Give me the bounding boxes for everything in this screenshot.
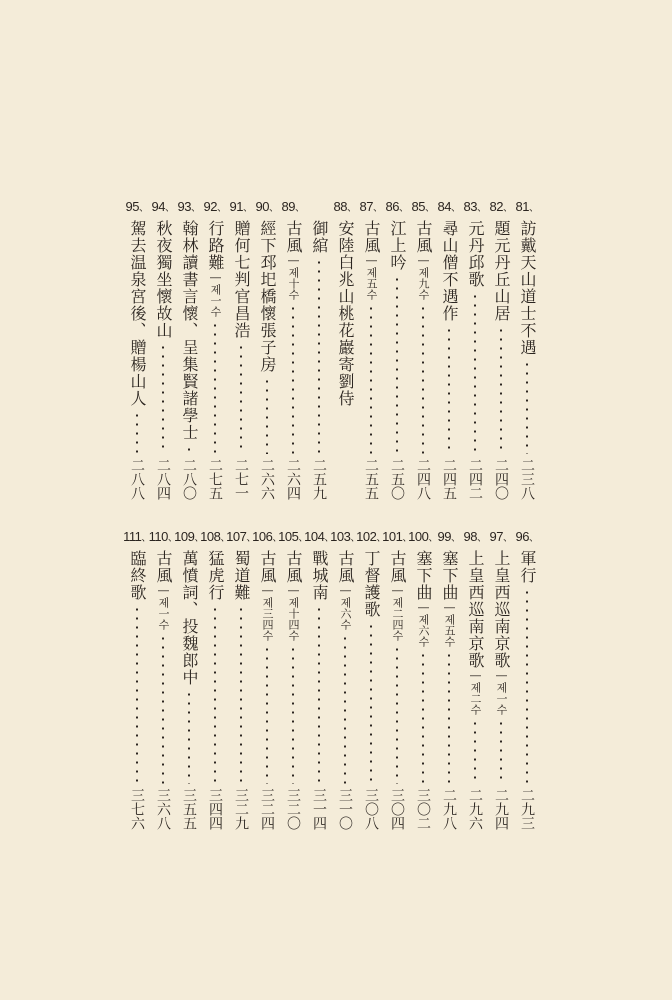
entry-number: 109 、 <box>174 530 204 544</box>
leader-dots <box>136 605 138 784</box>
entry-title: 上皇西巡南京歌 <box>466 550 485 669</box>
entry-subtitle: ―제二四수 <box>391 584 404 641</box>
entry-number: 97 、 <box>490 530 513 544</box>
entry-page-number: 三二〇 <box>285 788 301 830</box>
leader-dots <box>240 343 242 454</box>
entry-title: 元丹邱歌 <box>466 220 485 288</box>
entry-page-number: 二八〇 <box>181 458 197 500</box>
entry-title: 上皇西巡南京歌 <box>492 550 511 669</box>
entry-number: 85 、 <box>412 200 435 214</box>
entry-title: 題元丹丘山居 <box>492 220 511 322</box>
entry-page-number: 二五五 <box>363 458 379 500</box>
toc-block-bottom <box>0 530 672 830</box>
entry-number: 107 、 <box>226 530 256 544</box>
leader-dots <box>370 622 372 784</box>
entry-number: 106 、 <box>252 530 282 544</box>
leader-dots <box>500 326 502 454</box>
leader-dots <box>162 343 164 454</box>
entry-title: 古風 <box>154 550 173 584</box>
leader-dots <box>266 645 268 784</box>
toc-entry <box>359 200 383 500</box>
toc-entry <box>125 200 149 500</box>
toc-entry <box>408 529 435 830</box>
entry-title: 經下邳圯橋懷張子房 <box>258 220 277 373</box>
toc-entry <box>356 529 383 830</box>
entry-subtitle: ―제六수 <box>339 584 352 630</box>
toc-entry <box>515 200 539 500</box>
entry-title: 塞下曲 <box>414 550 433 601</box>
entry-page-number: 二四〇 <box>493 458 509 500</box>
leader-dots <box>214 605 216 784</box>
entry-number: 95 、 <box>126 200 149 214</box>
entry-number: 82 、 <box>490 200 513 214</box>
toc-entry <box>151 200 175 500</box>
toc-entry <box>304 529 331 830</box>
entry-page-number: 三四四 <box>207 788 223 830</box>
entry-page-number: 二九四 <box>493 788 509 830</box>
entry-page-number: 二四二 <box>467 458 483 500</box>
entry-subtitle: ―제二수 <box>469 669 482 715</box>
entry-title: 丁督護歌 <box>362 550 381 618</box>
entry-number: 90 、 <box>256 200 279 214</box>
entry-number: 86 、 <box>386 200 409 214</box>
entry-title: 翰林讀書言懷、呈集賢諸學士 <box>180 220 199 441</box>
entry-subtitle: ―제十수 <box>287 254 300 300</box>
entry-title: 猛虎行 <box>206 550 225 601</box>
entry-title: 古風 <box>388 550 407 584</box>
entry-number: 87 、 <box>360 200 383 214</box>
toc-entry <box>437 200 461 500</box>
toc-entry <box>385 200 409 500</box>
entry-title: 秋夜獨坐懷故山 <box>154 220 173 339</box>
entry-subtitle: ―제三四수 <box>261 584 274 641</box>
leader-dots <box>474 719 476 784</box>
entry-title: 贈何七判官昌浩 <box>232 220 251 339</box>
entry-title: 駕去温泉宮後、贈楊山人 <box>128 220 147 407</box>
entry-number: 83 、 <box>464 200 487 214</box>
entry-page-number: 三〇八 <box>363 788 379 830</box>
leader-dots <box>396 275 398 454</box>
leader-dots <box>448 326 450 454</box>
toc-entry <box>200 529 227 830</box>
toc-entry <box>174 529 201 830</box>
toc-entry <box>255 200 279 500</box>
entry-number: 91 、 <box>230 200 253 214</box>
entry-page-number: 三〇四 <box>389 788 405 830</box>
entry-subtitle: ―제六수 <box>417 601 430 647</box>
entry-number: 101 、 <box>382 530 412 544</box>
entry-title: 古風 <box>414 220 433 254</box>
leader-dots <box>318 605 320 784</box>
leader-dots <box>448 651 450 784</box>
toc-entry <box>489 530 513 830</box>
entry-subtitle: ―제五수 <box>365 254 378 300</box>
toc-entry <box>463 530 487 830</box>
entry-number: 104 、 <box>304 530 334 544</box>
leader-dots <box>214 321 216 454</box>
entry-page-number: 二四八 <box>415 458 431 500</box>
entry-title: 安陸白兆山桃花巖寄劉侍 <box>336 220 355 407</box>
entry-subtitle: ―제九수 <box>417 254 430 300</box>
leader-dots <box>266 377 268 454</box>
entry-page-number: 二六六 <box>259 458 275 500</box>
entry-number: 110 、 <box>149 530 178 544</box>
toc-entry <box>411 200 435 500</box>
entry-page-number: 二九六 <box>467 788 483 830</box>
entry-subtitle: ―제一수 <box>209 271 222 317</box>
toc-entry <box>382 529 409 830</box>
entry-title: 蜀道難 <box>232 550 251 601</box>
entry-number: 108 、 <box>200 530 230 544</box>
toc-entry <box>125 530 149 830</box>
leader-dots <box>500 719 502 784</box>
toc-entry <box>226 529 253 830</box>
entry-subtitle: ―제一수 <box>157 584 170 630</box>
toc-entry <box>252 529 279 830</box>
toc-entry <box>229 200 253 500</box>
entry-page-number: 三一〇 <box>337 788 353 830</box>
toc-entry <box>463 200 487 500</box>
entry-page-number: 三二四 <box>259 788 275 830</box>
entry-number: 111 、 <box>123 530 151 544</box>
entry-page-number: 三五五 <box>181 788 197 830</box>
toc-entry <box>177 200 201 500</box>
leader-dots <box>318 258 320 454</box>
entry-page-number: 二八八 <box>129 458 145 500</box>
leader-dots <box>188 690 190 784</box>
entry-page-number: 二四五 <box>441 458 457 500</box>
entry-number: 99 、 <box>438 530 461 544</box>
entry-title: 古風 <box>284 220 303 254</box>
entry-page-number: 三二九 <box>233 788 249 830</box>
entry-number: 96 、 <box>516 530 539 544</box>
leader-dots <box>422 651 424 784</box>
entry-page-number: 三六八 <box>155 788 171 830</box>
entry-page-number: 三〇二 <box>415 788 431 830</box>
entry-page-number: 二七五 <box>207 458 223 500</box>
entry-page-number: 三七六 <box>129 788 145 830</box>
toc-entry <box>333 200 357 500</box>
toc-block-top <box>0 200 672 500</box>
entry-number: 84 、 <box>438 200 461 214</box>
entry-title: 御綰 <box>310 220 329 254</box>
entry-page-number: 二七一 <box>233 458 249 500</box>
leader-dots <box>422 304 424 454</box>
toc-entry <box>437 530 461 830</box>
toc-entry <box>148 529 175 830</box>
toc-entry <box>515 530 539 830</box>
entry-number: 88 、 <box>334 200 357 214</box>
leader-dots <box>136 411 138 454</box>
entry-title: 古風 <box>284 550 303 584</box>
leader-dots <box>526 588 528 784</box>
toc-entry <box>330 529 357 830</box>
entry-title: 塞下曲 <box>440 550 459 601</box>
entry-number: 105 、 <box>278 530 308 544</box>
entry-page-number: 二九八 <box>441 788 457 830</box>
toc-entry <box>307 200 331 500</box>
entry-title: 古風 <box>258 550 277 584</box>
toc-entry <box>281 200 305 500</box>
entry-page-number: 二三八 <box>519 458 535 500</box>
toc-entry <box>489 200 513 500</box>
leader-dots <box>162 634 164 784</box>
entry-number: 92 、 <box>204 200 227 214</box>
entry-number: 102 、 <box>356 530 386 544</box>
entry-title: 古風 <box>362 220 381 254</box>
entry-title: 萬憤詞、投魏郎中 <box>180 550 199 686</box>
entry-number: 93 、 <box>178 200 201 214</box>
toc-entry <box>278 529 305 830</box>
entry-number: 98 、 <box>464 530 487 544</box>
entry-title: 臨終歌 <box>128 550 147 601</box>
entry-page-number: 二六四 <box>285 458 301 500</box>
entry-number: 94 、 <box>152 200 175 214</box>
leader-dots <box>292 645 294 784</box>
entry-page-number: 二五〇 <box>389 458 405 500</box>
entry-title: 古風 <box>336 550 355 584</box>
toc-entry <box>203 200 227 500</box>
entry-number: 89 、 <box>282 200 305 214</box>
leader-dots <box>474 292 476 454</box>
entry-number: 103 、 <box>330 530 360 544</box>
leader-dots <box>344 634 346 784</box>
entry-title: 軍行 <box>518 550 537 584</box>
entry-title: 訪戴天山道士不遇 <box>518 220 537 356</box>
leader-dots <box>370 304 372 454</box>
leader-dots <box>240 605 242 784</box>
entry-page-number: 三一四 <box>311 788 327 830</box>
leader-dots <box>396 645 398 784</box>
leader-dots <box>526 360 528 454</box>
entry-page-number: 二五九 <box>311 458 327 500</box>
entry-subtitle: ―제五수 <box>443 601 456 647</box>
entry-number: 100 、 <box>408 530 438 544</box>
entry-title: 戰城南 <box>310 550 329 601</box>
leader-dots <box>188 445 190 454</box>
entry-title: 江上吟 <box>388 220 407 271</box>
entry-subtitle: ―제十四수 <box>287 584 300 641</box>
entry-subtitle: ―제一수 <box>495 669 508 715</box>
entry-page-number: 二八四 <box>155 458 171 500</box>
entry-title: 尋山僧不遇作 <box>440 220 459 322</box>
entry-title: 行路難 <box>206 220 225 271</box>
entry-page-number: 二九三 <box>519 788 535 830</box>
leader-dots <box>292 304 294 454</box>
entry-number: 81 、 <box>516 200 539 214</box>
